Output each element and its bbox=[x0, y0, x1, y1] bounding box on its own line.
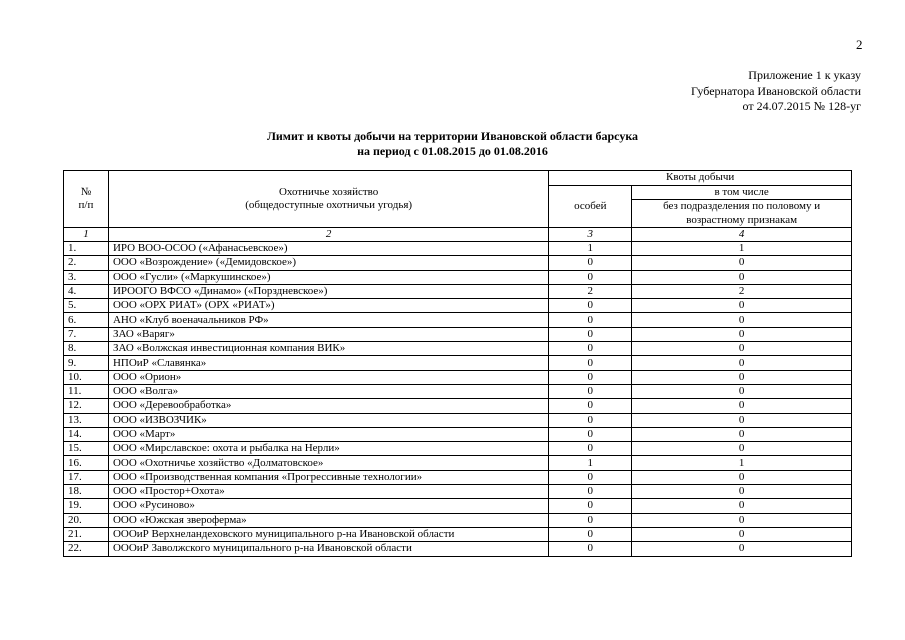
table-row bbox=[64, 527, 852, 541]
appendix-line: от 24.07.2015 № 128-уг bbox=[742, 99, 861, 113]
row-no-division: 0 bbox=[632, 299, 852, 313]
table-row bbox=[64, 399, 852, 413]
row-farm-name: ООО «ОРХ РИАТ» (ОРХ «РИАТ») bbox=[108, 299, 548, 313]
row-number: 21. bbox=[64, 527, 109, 541]
table-row bbox=[64, 370, 852, 384]
table-row bbox=[64, 356, 852, 370]
row-no-division: 0 bbox=[632, 384, 852, 398]
row-quota: 1 bbox=[549, 456, 632, 470]
header-num: № п/п bbox=[64, 171, 109, 228]
row-number: 8. bbox=[64, 342, 109, 356]
row-number: 13. bbox=[64, 413, 109, 427]
column-number: 1 bbox=[64, 228, 109, 242]
row-quota: 2 bbox=[549, 284, 632, 298]
table-row bbox=[64, 342, 852, 356]
table-row bbox=[64, 413, 852, 427]
row-farm-name: ЗАО «Волжская инвестиционная компания ВИК» bbox=[108, 342, 548, 356]
row-number: 15. bbox=[64, 442, 109, 456]
row-quota: 0 bbox=[549, 499, 632, 513]
row-no-division: 0 bbox=[632, 256, 852, 270]
row-number: 1. bbox=[64, 242, 109, 256]
table-row bbox=[64, 256, 852, 270]
row-no-division: 0 bbox=[632, 542, 852, 556]
header-quotas: Квоты добычи bbox=[549, 171, 852, 186]
row-number: 3. bbox=[64, 270, 109, 284]
row-no-division: 0 bbox=[632, 399, 852, 413]
row-quota: 1 bbox=[549, 242, 632, 256]
row-farm-name: ООО «Волга» bbox=[108, 384, 548, 398]
header-individuals: особей bbox=[549, 185, 632, 228]
row-no-division: 0 bbox=[632, 485, 852, 499]
quota-table bbox=[63, 170, 852, 557]
row-no-division: 0 bbox=[632, 313, 852, 327]
row-farm-name: ООО «Мирславское: охота и рыбалка на Нерли» bbox=[108, 442, 548, 456]
page-number: 2 bbox=[856, 37, 863, 52]
table-row bbox=[64, 442, 852, 456]
row-quota: 0 bbox=[549, 513, 632, 527]
appendix-line: Приложение 1 к указу bbox=[748, 68, 861, 82]
row-quota: 0 bbox=[549, 399, 632, 413]
table-row bbox=[64, 513, 852, 527]
row-number: 22. bbox=[64, 542, 109, 556]
row-farm-name: ООО «Март» bbox=[108, 427, 548, 441]
row-quota: 0 bbox=[549, 542, 632, 556]
row-quota: 0 bbox=[549, 527, 632, 541]
header-including: в том числе bbox=[632, 185, 852, 200]
row-farm-name: ИРО ВОО-ОСОО («Афанасьевское») bbox=[108, 242, 548, 256]
title-line: на период с 01.08.2015 до 01.08.2016 bbox=[357, 143, 548, 158]
table-row bbox=[64, 456, 852, 470]
table-row bbox=[64, 327, 852, 341]
row-farm-name: ЗАО «Варяг» bbox=[108, 327, 548, 341]
row-farm-name: ОООиР Заволжского муниципального р-на Ивановской области bbox=[108, 542, 548, 556]
column-number: 4 bbox=[632, 228, 852, 242]
table-row bbox=[64, 384, 852, 398]
row-number: 20. bbox=[64, 513, 109, 527]
row-farm-name: НПОиР «Славянка» bbox=[108, 356, 548, 370]
appendix-line: Губернатора Ивановской области bbox=[690, 83, 861, 98]
table-row bbox=[64, 470, 852, 484]
column-number-row bbox=[64, 228, 852, 242]
row-no-division: 0 bbox=[632, 270, 852, 284]
row-number: 5. bbox=[64, 299, 109, 313]
table-row bbox=[64, 499, 852, 513]
row-farm-name: ООО «Деревообработка» bbox=[108, 399, 548, 413]
row-no-division: 0 bbox=[632, 413, 852, 427]
table-header bbox=[64, 171, 852, 242]
row-quota: 0 bbox=[549, 313, 632, 327]
row-farm-name: АНО «Клуб военачальников РФ» bbox=[108, 313, 548, 327]
row-no-division: 0 bbox=[632, 513, 852, 527]
row-no-division: 0 bbox=[632, 442, 852, 456]
row-farm-name: ООО «Южская звероферма» bbox=[108, 513, 548, 527]
table-row bbox=[64, 299, 852, 313]
table-row bbox=[64, 242, 852, 256]
row-farm-name: ОООиР Верхнеландеховского муниципального р-на Ивановской области bbox=[108, 527, 548, 541]
row-no-division: 0 bbox=[632, 427, 852, 441]
row-quota: 0 bbox=[549, 442, 632, 456]
row-quota: 0 bbox=[549, 485, 632, 499]
row-number: 4. bbox=[64, 284, 109, 298]
row-quota: 0 bbox=[549, 413, 632, 427]
table-row bbox=[64, 542, 852, 556]
row-quota: 0 bbox=[549, 427, 632, 441]
header-farm: Охотничье хозяйство (общедоступные охотничьи угодья) bbox=[108, 171, 548, 228]
table-row bbox=[64, 427, 852, 441]
row-farm-name: ООО «Русиново» bbox=[108, 499, 548, 513]
table-row bbox=[64, 284, 852, 298]
row-farm-name: ООО «Производственная компания «Прогрессивные технологии» bbox=[108, 470, 548, 484]
row-no-division: 0 bbox=[632, 470, 852, 484]
row-quota: 0 bbox=[549, 342, 632, 356]
row-no-division: 1 bbox=[632, 456, 852, 470]
row-no-division: 0 bbox=[632, 370, 852, 384]
row-quota: 0 bbox=[549, 299, 632, 313]
row-number: 14. bbox=[64, 427, 109, 441]
row-number: 9. bbox=[64, 356, 109, 370]
row-number: 16. bbox=[64, 456, 109, 470]
row-farm-name: ООО «Возрождение» («Демидовское») bbox=[108, 256, 548, 270]
row-number: 17. bbox=[64, 470, 109, 484]
row-farm-name: ООО «Охотничье хозяйство «Долматовское» bbox=[108, 456, 548, 470]
row-no-division: 1 bbox=[632, 242, 852, 256]
column-number: 2 bbox=[108, 228, 548, 242]
header-no-division: без подразделения по половому и возрастному признакам bbox=[632, 200, 852, 228]
column-number: 3 bbox=[549, 228, 632, 242]
row-no-division: 0 bbox=[632, 342, 852, 356]
row-no-division: 0 bbox=[632, 499, 852, 513]
appendix-note bbox=[691, 68, 861, 115]
row-no-division: 0 bbox=[632, 356, 852, 370]
row-no-division: 0 bbox=[632, 327, 852, 341]
row-quota: 0 bbox=[549, 384, 632, 398]
row-quota: 0 bbox=[549, 370, 632, 384]
table-row bbox=[64, 485, 852, 499]
row-farm-name: ООО «Простор+Охота» bbox=[108, 485, 548, 499]
table-body bbox=[64, 242, 852, 557]
row-no-division: 0 bbox=[632, 527, 852, 541]
row-quota: 0 bbox=[549, 256, 632, 270]
row-no-division: 2 bbox=[632, 284, 852, 298]
row-number: 2. bbox=[64, 256, 109, 270]
table-row bbox=[64, 313, 852, 327]
row-number: 11. bbox=[64, 384, 109, 398]
row-quota: 0 bbox=[549, 356, 632, 370]
row-farm-name: ООО «Орион» bbox=[108, 370, 548, 384]
row-quota: 0 bbox=[549, 270, 632, 284]
document-title bbox=[0, 129, 905, 158]
row-farm-name: ООО «Гусли» («Маркушинское») bbox=[108, 270, 548, 284]
row-farm-name: ООО «ИЗВОЗЧИК» bbox=[108, 413, 548, 427]
row-farm-name: ИРООГО ВФСО «Динамо» («Порздневское») bbox=[108, 284, 548, 298]
row-number: 12. bbox=[64, 399, 109, 413]
row-quota: 0 bbox=[549, 327, 632, 341]
row-number: 18. bbox=[64, 485, 109, 499]
row-quota: 0 bbox=[549, 470, 632, 484]
row-number: 19. bbox=[64, 499, 109, 513]
row-number: 10. bbox=[64, 370, 109, 384]
table-row bbox=[64, 270, 852, 284]
row-number: 6. bbox=[64, 313, 109, 327]
row-number: 7. bbox=[64, 327, 109, 341]
title-line: Лимит и квоты добычи на территории Ивановской области барсука bbox=[266, 129, 639, 143]
